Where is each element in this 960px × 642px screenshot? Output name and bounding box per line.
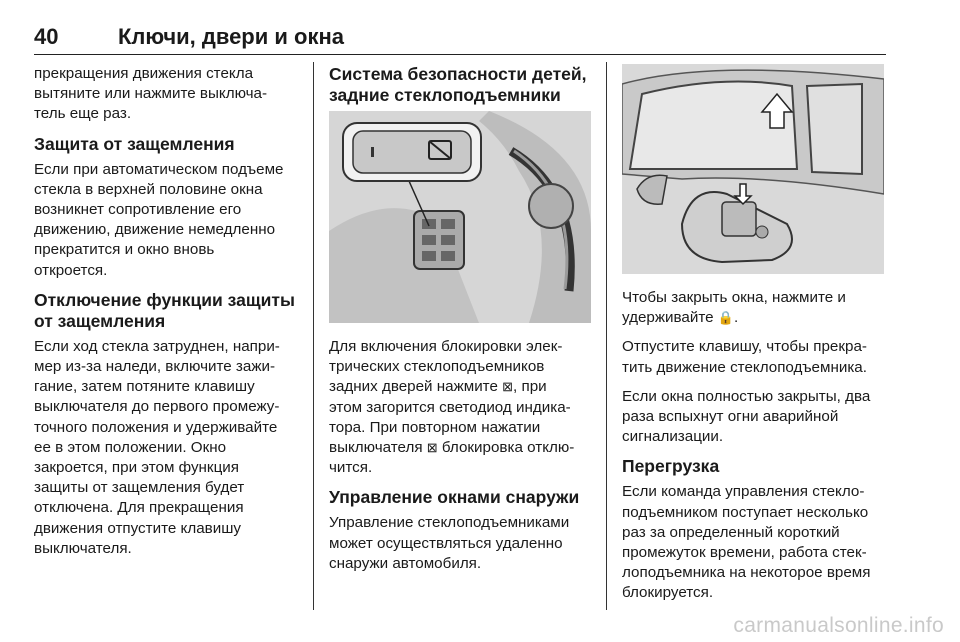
child-lock-paragraph <box>329 337 591 478</box>
text-fragment: удерживайте <box>622 309 718 327</box>
text-fragment: . <box>733 309 739 327</box>
text-line: ее в этом положении. Окно <box>34 438 227 456</box>
text-line: Если при автоматическом подъеме <box>34 160 284 178</box>
watermark: carmanualsonline.info <box>733 614 944 637</box>
text-line: защиты от защемления будет <box>34 479 245 497</box>
text-line: трических стеклоподъемников <box>329 358 545 376</box>
hazard-flash-paragraph <box>622 387 888 448</box>
release-paragraph <box>622 337 888 377</box>
column-right <box>622 64 888 613</box>
text-line: Отпустите клавишу, чтобы прекра- <box>622 338 867 356</box>
text-fragment: задних дверей нажмите <box>329 378 503 396</box>
column-left <box>34 64 312 568</box>
text-line: тель еще раз. <box>34 105 132 123</box>
text-line: Для включения блокировки элек- <box>329 338 563 355</box>
text-line: раза вспыхнут огни аварийной <box>622 408 839 426</box>
text-line: промежуток времени, работа стек- <box>622 544 867 562</box>
text-line: сигнализации. <box>622 428 724 446</box>
door-switch-illustration <box>329 111 591 323</box>
text-line: точного положения и удерживайте <box>34 418 278 436</box>
text-line: движения отпустите клавишу <box>34 519 241 537</box>
text-line: отключена. Для прекращения <box>34 499 244 517</box>
lock-icon: 🔒 <box>717 310 734 326</box>
heading-line: Отключение функции защиты <box>34 289 295 310</box>
text-line: мер из-за наледи, включите зажи- <box>34 358 276 376</box>
remote-key-illustration <box>622 64 884 274</box>
text-line: прекратится и окно вновь <box>34 241 215 259</box>
page-number: 40 <box>34 24 59 49</box>
text-fragment: блокировка отклю- <box>437 439 575 457</box>
page-title: Ключи, двери и окна <box>118 24 344 49</box>
text-line: закроется, при этом функция <box>34 459 239 477</box>
text-fragment: , при <box>513 378 547 396</box>
text-line: вытяните или нажмите выключа- <box>34 85 268 103</box>
text-line: Если ход стекла затруднен, напри- <box>34 337 280 355</box>
intro-paragraph <box>34 64 312 125</box>
text-line: стекла в верхней половине окна <box>34 180 263 198</box>
page-header <box>34 22 886 55</box>
section-heading-remote-window: Управление окнами снаружи <box>329 487 580 508</box>
pinch-protection-paragraph <box>34 160 312 281</box>
text-line: движению, движение немедленно <box>34 221 276 239</box>
section-heading-overload: Перегрузка <box>622 456 720 477</box>
child-lock-icon: ⊠ <box>426 440 438 456</box>
heading-line: от защемления <box>34 310 166 331</box>
door-switch-icon <box>329 111 591 323</box>
heading-line: задние стеклоподъемники <box>329 85 561 105</box>
text-line: этом загорится светодиод индика- <box>329 398 571 416</box>
column-middle <box>329 64 591 583</box>
close-windows-paragraph <box>622 288 888 328</box>
heading-line: Система безопасности детей, <box>329 64 587 84</box>
text-line: снаружи автомобиля. <box>329 554 482 572</box>
text-line: возникнет сопротивление его <box>34 201 242 219</box>
column-divider <box>313 62 314 610</box>
disable-protection-paragraph <box>34 337 312 559</box>
text-line: тора. При повторном нажатии <box>329 418 541 436</box>
section-heading-disable-protection <box>34 290 312 332</box>
child-lock-icon: ⊠ <box>502 379 514 395</box>
text-line: Если команда управления стекло- <box>622 483 865 501</box>
text-line: Чтобы закрыть окна, нажмите и <box>622 289 846 306</box>
text-line: гание, затем потяните клавишу <box>34 378 255 396</box>
text-line: выключателя до первого промежу- <box>34 398 280 416</box>
text-line: Если окна полностью закрыты, два <box>622 387 871 405</box>
text-line: Управление стеклоподъемниками <box>329 514 570 532</box>
text-line: откроется. <box>34 261 108 279</box>
overload-paragraph <box>622 482 888 603</box>
text-line: может осуществляться удаленно <box>329 534 563 552</box>
text-line: выключателя. <box>34 539 132 557</box>
text-line: подъемником поступает несколько <box>622 503 869 521</box>
text-line: тить движение стеклоподъемника. <box>622 358 867 376</box>
text-line: прекращения движения стекла <box>34 65 254 82</box>
section-heading-child-safety <box>329 64 591 106</box>
text-fragment: выключателя <box>329 439 427 457</box>
text-line: лоподъемника на некоторое время <box>622 564 871 582</box>
text-line: раз за определенный короткий <box>622 523 840 541</box>
car-window-key-icon <box>622 64 884 274</box>
column-divider <box>606 62 607 610</box>
text-line: блокируется. <box>622 584 714 602</box>
remote-window-paragraph <box>329 513 591 574</box>
text-line: чится. <box>329 459 373 477</box>
section-heading-pinch-protection: Защита от защемления <box>34 133 235 154</box>
